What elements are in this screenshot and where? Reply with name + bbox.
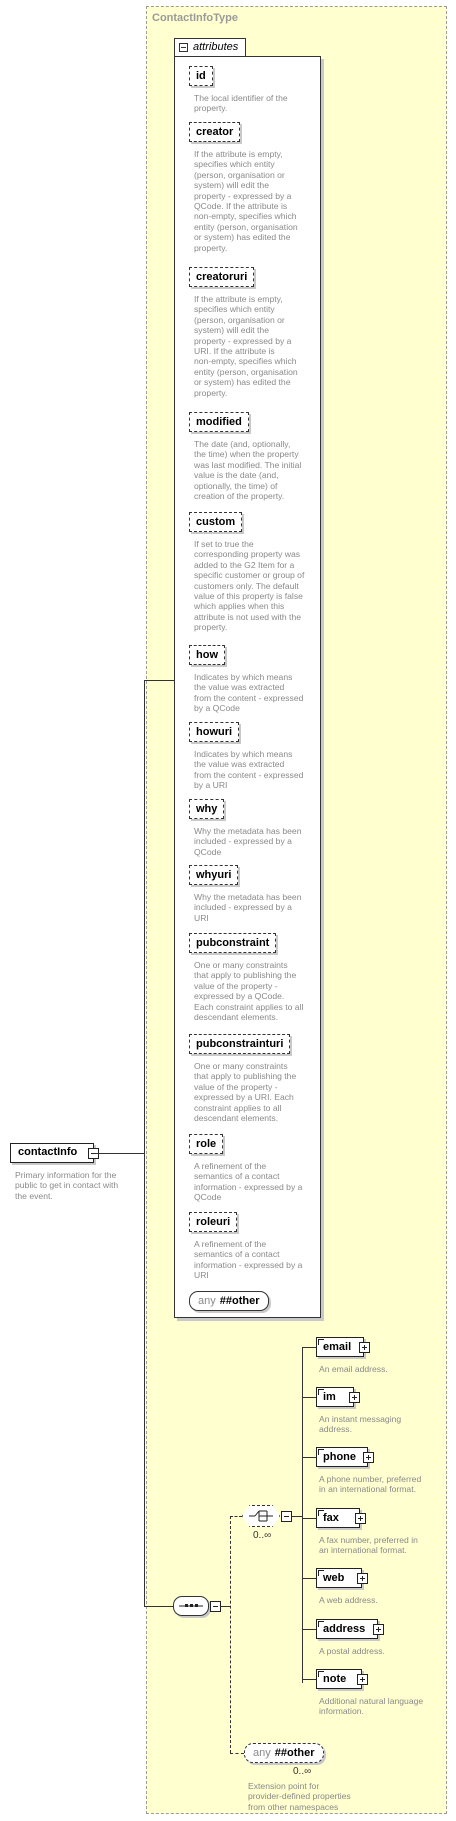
attribute-description: The local identifier of the property. — [194, 93, 288, 114]
attribute-pubconstraint[interactable]: pubconstraint — [189, 933, 276, 953]
attribute-custom[interactable]: custom — [189, 512, 242, 532]
attribute-pubconstrainturi[interactable]: pubconstrainturi — [189, 1034, 290, 1054]
connector — [302, 1347, 316, 1348]
corner-mark — [318, 1671, 324, 1677]
expand-icon[interactable] — [355, 1513, 366, 1524]
attribute-description: A refinement of the semantics of a contact information - expressed by a URI — [194, 1239, 303, 1281]
connector — [302, 1679, 316, 1680]
choice-compositor[interactable] — [242, 1505, 280, 1527]
attribute-role[interactable]: role — [189, 1134, 223, 1154]
sequence-compositor[interactable] — [173, 1596, 209, 1616]
element-description: Additional natural language information. — [319, 1696, 424, 1717]
attribute-description: If the attribute is empty, specifies which entity (person, organisation or system) will edit the property - expressed by a QCode. If the attribute is non-empty, specifies which entity (person, organisation or system) has edited the property. — [194, 149, 298, 253]
element-description: A postal address. — [319, 1646, 385, 1656]
attribute-description: Indicates by which means the value was extracted from the content - expressed by a URI — [194, 749, 304, 791]
connector — [94, 1153, 144, 1154]
corner-mark — [318, 1570, 324, 1576]
attribute-howuri[interactable]: howuri — [189, 722, 239, 742]
sequence-icon — [174, 1597, 208, 1615]
attribute-description: If the attribute is empty, specifies which entity (person, organisation or system) will edit the property - expressed by a URI. If the attribute is non-empty, specifies which entity (person, organisation or system) has edited the property. — [194, 294, 298, 398]
type-title: ContactInfoType — [152, 12, 238, 24]
corner-mark — [318, 1389, 324, 1395]
attribute-roleuri[interactable]: roleuri — [189, 1212, 237, 1232]
expand-icon[interactable] — [357, 1674, 368, 1685]
element-label: im — [323, 1391, 336, 1403]
attribute-modified[interactable]: modified — [189, 412, 249, 432]
connector — [302, 1629, 316, 1630]
element-label: phone — [323, 1451, 356, 1463]
element-fax[interactable] — [316, 1508, 360, 1528]
corner-mark — [318, 1339, 324, 1345]
connector — [292, 1516, 302, 1517]
attribute-description: One or many constraints that apply to publishing the value of the property - expressed by a QCode. Each constraint applies to all descendant elements. — [194, 960, 304, 1023]
element-label: address — [323, 1623, 366, 1635]
corner-mark — [318, 1510, 324, 1516]
expand-icon[interactable] — [363, 1452, 374, 1463]
attribute-description: A refinement of the semantics of a contact information - expressed by a QCode — [194, 1161, 303, 1203]
attributes-tab[interactable] — [174, 38, 246, 57]
element-description: A fax number, preferred in an international format. — [319, 1535, 418, 1556]
attribute-description: If set to true the corresponding property was added to the G2 Item for a specific customer or group of customers only. The default value of this property is false which applies when this attribute is not used with the property. — [194, 539, 305, 633]
expand-icon[interactable] — [373, 1624, 384, 1635]
attribute-description: Indicates by which means the value was extracted from the content - expressed by a QCode — [194, 672, 304, 714]
attribute-whyuri[interactable]: whyuri — [189, 865, 238, 885]
extension-occurrence: 0..∞ — [293, 1766, 312, 1777]
attribute-description: One or many constraints that apply to publishing the value of the property - expressed by a URI. Each constraint applies to all descendant elements. — [194, 1061, 297, 1124]
element-description: A web address. — [319, 1595, 378, 1605]
element-note[interactable] — [316, 1669, 362, 1689]
element-phone[interactable] — [316, 1447, 368, 1467]
element-description: An instant messaging address. — [319, 1414, 402, 1435]
attribute-description: Why the metadata has been included - expressed by a QCode — [194, 826, 302, 857]
connector — [144, 680, 174, 681]
element-label: email — [323, 1341, 352, 1353]
corner-mark — [318, 1449, 324, 1455]
attribute-creator[interactable]: creator — [189, 122, 240, 142]
connector — [144, 680, 145, 1606]
connector — [302, 1578, 316, 1579]
expand-icon[interactable] — [359, 1342, 370, 1353]
element-email[interactable] — [316, 1337, 364, 1357]
attributes-label: attributes — [193, 41, 239, 53]
attribute-description: Why the metadata has been included - expressed by a URI — [194, 892, 302, 923]
root-element[interactable] — [10, 1143, 94, 1163]
connector — [221, 1606, 230, 1607]
element-label: note — [323, 1673, 347, 1685]
collapse-icon[interactable] — [281, 1511, 292, 1522]
expand-icon[interactable] — [357, 1573, 368, 1584]
attribute-creatoruri[interactable]: creatoruri — [189, 267, 254, 287]
attribute-any-other[interactable] — [189, 1291, 269, 1311]
attribute-how[interactable]: how — [189, 645, 225, 665]
element-im[interactable] — [316, 1387, 354, 1407]
element-label: web — [323, 1572, 345, 1584]
any-value: ##other — [219, 1295, 260, 1307]
element-web[interactable] — [316, 1568, 362, 1588]
element-label: fax — [323, 1512, 339, 1524]
root-element-label: contactInfo — [18, 1146, 78, 1158]
connector — [302, 1518, 316, 1519]
choice-occurrence: 0..∞ — [253, 1530, 272, 1541]
expand-icon[interactable] — [349, 1392, 360, 1403]
connector — [302, 1457, 316, 1458]
connector — [302, 1397, 316, 1398]
attribute-why[interactable]: why — [189, 799, 224, 819]
root-description: Primary information for the public to get in contact with the event. — [15, 1170, 119, 1201]
extension-description: Extension point for provider-defined properties from other namespaces — [248, 1781, 351, 1812]
element-address[interactable] — [316, 1619, 378, 1639]
connector — [230, 1753, 244, 1754]
connector — [230, 1516, 231, 1753]
any-value: ##other — [274, 1747, 315, 1759]
any-keyword: any — [198, 1295, 216, 1307]
element-description: An email address. — [319, 1364, 388, 1374]
collapse-icon[interactable] — [210, 1601, 221, 1612]
any-keyword: any — [253, 1747, 271, 1759]
attribute-description: The date (and, optionally, the time) when the property was last modified. The initial value is the date (and, optionally, the time) of creation of the property. — [194, 439, 302, 502]
element-description: A phone number, preferred in an international format. — [319, 1474, 422, 1495]
connector — [230, 1516, 242, 1517]
attribute-id[interactable]: id — [189, 66, 213, 86]
extension-any-other[interactable] — [244, 1743, 324, 1763]
connector — [144, 1606, 174, 1607]
choice-icon — [243, 1506, 279, 1526]
corner-mark — [318, 1621, 324, 1627]
collapse-icon[interactable] — [179, 43, 188, 52]
